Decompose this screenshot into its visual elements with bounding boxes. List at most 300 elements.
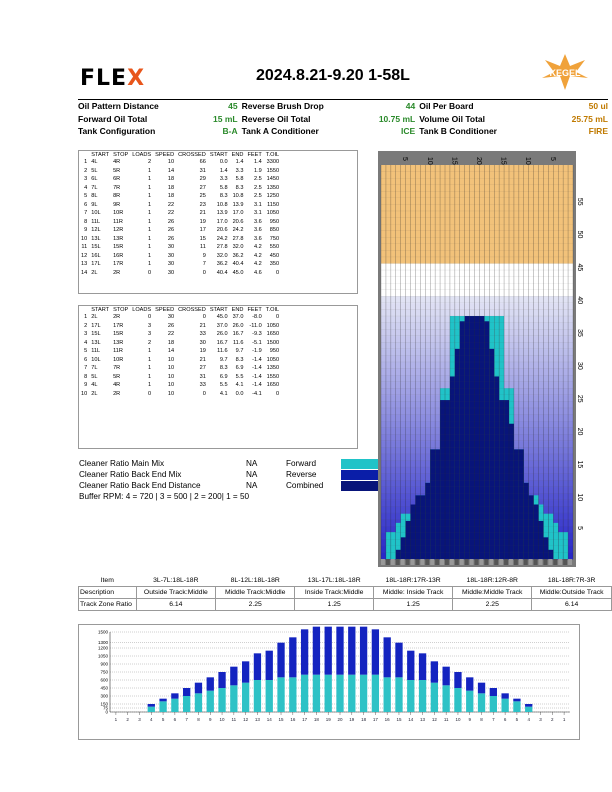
move-cell: 1 (148, 227, 152, 234)
summary-l3: Volume Oil Total (419, 113, 486, 124)
move-cell: 27 (199, 365, 206, 372)
move-cell: 2 (84, 322, 88, 329)
forward-column (529, 495, 534, 559)
move-row (79, 390, 281, 399)
move-row (79, 330, 281, 339)
move-cell: 1 (148, 184, 152, 191)
bar-reverse (277, 643, 284, 678)
gutter-block (548, 559, 552, 565)
move-cell: 10.8 (232, 193, 244, 200)
move-cell: 1050 (266, 322, 280, 329)
move-cell: 37.0 (216, 322, 228, 329)
x-tick-label: 14 (408, 717, 414, 722)
zone-cell: Outside Track:Middle (136, 587, 216, 599)
move-cell: 3.3 (219, 176, 228, 183)
move-cell: -1.4 (252, 373, 262, 380)
move-cell: 8R (113, 193, 121, 200)
forward-column (470, 316, 475, 559)
x-tick-label: 17 (302, 717, 308, 722)
move-header: END (231, 307, 244, 313)
x-tick-label: 2 (126, 717, 129, 722)
bar-forward (301, 675, 308, 712)
move-cell: 18 (167, 193, 175, 200)
summary-row (78, 113, 608, 126)
forward-column (514, 449, 519, 559)
move-cell: 26 (167, 235, 175, 242)
x-tick-label: 5 (515, 717, 519, 722)
bar-forward (230, 685, 237, 712)
move-cell: 1 (148, 210, 152, 217)
bar-reverse (242, 661, 249, 682)
move-cell: 8 (84, 218, 88, 225)
x-tick-label: 3 (138, 717, 141, 722)
move-cell: 5R (113, 167, 121, 174)
gutter-block (524, 559, 528, 565)
bar-forward (431, 683, 438, 712)
move-header: CROSSED (178, 152, 206, 158)
forward-column (534, 504, 539, 559)
move-cell: 27 (199, 184, 206, 191)
zone-cell: Track Zone Ratio (79, 599, 137, 611)
bar-reverse (454, 672, 461, 688)
cleaner-label: Cleaner Ratio Back End Mix (79, 470, 182, 479)
summary-v1: B-A (222, 126, 238, 137)
move-cell: 8.3 (235, 356, 244, 363)
move-cell: 3 (148, 331, 152, 338)
move-cell: 0 (148, 390, 152, 397)
move-cell: 350 (269, 261, 280, 268)
move-cell: 37.0 (232, 314, 244, 321)
x-tick-label: 9 (468, 717, 472, 722)
move-cell: 1 (84, 159, 88, 166)
move-cell: 12L (91, 227, 101, 234)
gutter-block (450, 559, 454, 565)
move-cell: 3.6 (253, 227, 262, 234)
move-cell: 1 (148, 252, 152, 259)
gutter-block (425, 559, 429, 565)
gutter-block (529, 559, 533, 565)
move-cell: 1050 (266, 356, 280, 363)
forward-column (524, 483, 529, 559)
move-row (79, 260, 281, 269)
move-cell: 0 (276, 390, 280, 397)
foot-tick-label: 15 (576, 460, 583, 469)
move-cell: 4L (91, 159, 98, 166)
zone-cell: Middle: Inside Track (374, 587, 453, 599)
x-tick-label: 7 (492, 717, 495, 722)
zone-cell: 6.14 (532, 599, 612, 611)
y-tick-label: 750 (100, 669, 108, 675)
move-cell: 0.0 (235, 390, 244, 397)
move-cell: 17.0 (232, 210, 244, 217)
move-row (79, 243, 281, 252)
cleaner-legend: Forward (286, 459, 317, 468)
move-header: CROSSED (178, 307, 206, 313)
y-tick-label: 0 (105, 709, 108, 715)
forward-column (460, 321, 465, 559)
gradient-band (381, 309, 573, 316)
move-cell: 3300 (266, 159, 280, 166)
gutter-block (553, 559, 557, 565)
forward-column (509, 424, 514, 559)
forward-column (396, 550, 401, 559)
gutter-block (475, 559, 479, 565)
move-cell: 36.2 (216, 261, 228, 268)
bar-reverse (313, 627, 320, 675)
move-cell: 15L (91, 331, 101, 338)
page-title: 2024.8.21-9.20 1-58L (256, 67, 410, 84)
move-cell: 22 (167, 331, 175, 338)
move-cell: 18 (167, 184, 175, 191)
move-cell: 11 (200, 244, 206, 251)
move-cell: 6.9 (235, 365, 244, 372)
x-tick-label: 10 (219, 717, 225, 722)
move-cell: 21 (199, 322, 206, 329)
move-cell: -4.1 (252, 390, 262, 397)
move-cell: 23 (199, 201, 206, 208)
move-cell: 2 (148, 339, 152, 346)
move-cell: 3.6 (253, 218, 262, 225)
bar-reverse (478, 683, 485, 694)
move-cell: 17.0 (216, 218, 228, 225)
foot-tick-label: 5 (576, 526, 583, 531)
summary-v2: 10.75 mL (378, 113, 416, 124)
summary-v1: 45 (179, 100, 242, 113)
move-cell: 31 (199, 373, 206, 380)
move-cell: 6 (84, 356, 88, 363)
move-row (79, 209, 281, 218)
move-cell: 0 (202, 269, 206, 276)
summary-l2: Reverse Oil Total (241, 113, 311, 124)
bar-reverse (490, 688, 497, 696)
gutter-block (479, 559, 483, 565)
bar-forward (395, 677, 402, 712)
move-cell: 4.2 (253, 252, 262, 259)
forward-column (445, 400, 450, 559)
oil-summary-table (78, 99, 608, 138)
arrow-label: 5 (401, 157, 409, 161)
combined-column (386, 532, 391, 559)
bar-forward (525, 707, 532, 712)
x-tick-label: 20 (337, 717, 343, 722)
y-tick-label: 1200 (97, 645, 108, 651)
zone-header: 18L-18R:7R-3R (547, 577, 596, 584)
move-header: FEET (247, 152, 262, 158)
bar-forward (254, 680, 261, 712)
cleaner-legend: Reverse (286, 470, 317, 479)
bar-reverse (384, 637, 391, 677)
x-tick-label: 15 (278, 717, 284, 722)
move-header: START (91, 307, 110, 313)
bar-reverse (360, 627, 367, 675)
bar-forward (336, 675, 343, 712)
move-cell: 33 (199, 382, 206, 389)
move-row (79, 313, 281, 322)
move-cell: 450 (269, 252, 280, 259)
gutter-block (543, 559, 547, 565)
x-tick-label: 7 (185, 717, 188, 722)
bar-forward (513, 701, 520, 712)
x-tick-label: 13 (254, 717, 260, 722)
summary-l2: Reverse Brush Drop (242, 100, 360, 113)
move-cell: 45.0 (232, 269, 244, 276)
move-cell: 13R (113, 235, 124, 242)
bar-reverse (525, 704, 532, 707)
move-cell: 10L (91, 210, 101, 217)
move-cell: 3 (84, 176, 88, 183)
move-cell: 14 (167, 167, 175, 174)
combined-column (391, 532, 396, 559)
combined-column (553, 523, 558, 559)
move-cell: 2R (113, 390, 121, 397)
move-cell: 0 (202, 314, 206, 321)
move-cell: 9R (113, 201, 121, 208)
forward-column (548, 550, 553, 559)
move-cell: 32.0 (216, 252, 228, 259)
forward-column (465, 316, 470, 559)
summary-row (78, 125, 608, 138)
zone-cell: 6.14 (136, 599, 216, 611)
move-cell: 8.3 (219, 365, 228, 372)
gutter-block (401, 559, 405, 565)
bar-reverse (159, 699, 166, 702)
move-cell: 29 (199, 176, 206, 183)
move-row (79, 158, 281, 167)
zone-header: 18L-18R:12R-8R (466, 577, 518, 584)
move-header: STOP (113, 307, 129, 313)
move-header: LOADS (132, 307, 152, 313)
forward-column (543, 537, 548, 559)
cleaner-value: NA (246, 481, 258, 490)
forward-column (430, 449, 435, 559)
move-cell: 3.6 (253, 235, 262, 242)
summary-l3: Oil Per Board (419, 100, 545, 113)
move-cell: 11R (113, 348, 123, 355)
move-cell: 7R (113, 365, 121, 372)
move-cell: 11L (91, 218, 101, 225)
move-cell: 5.5 (235, 373, 244, 380)
move-cell: 24.2 (232, 227, 244, 234)
move-cell: 32.0 (232, 244, 244, 251)
move-cell: 26.0 (216, 331, 228, 338)
move-cell: 15 (199, 235, 206, 242)
bar-forward (266, 680, 273, 712)
gutter-block (470, 559, 474, 565)
bar-reverse (195, 683, 202, 694)
bar-reverse (218, 672, 225, 688)
move-cell: 10R (113, 210, 124, 217)
move-cell: 1 (148, 167, 152, 174)
move-cell: 2.5 (253, 176, 262, 183)
bar-reverse (431, 661, 438, 682)
move-cell: 1 (148, 176, 152, 183)
move-cell: 24.2 (216, 235, 228, 242)
move-cell: 5R (113, 373, 121, 380)
move-cell: 4.1 (219, 390, 228, 397)
move-cell: 21 (199, 356, 206, 363)
bar-reverse (230, 667, 237, 686)
move-cell: 12R (113, 227, 124, 234)
legend-swatch (341, 459, 379, 469)
bar-reverse (442, 667, 449, 686)
gutter-block (435, 559, 439, 565)
move-row (79, 373, 281, 382)
zone-row (79, 599, 612, 611)
cleaner-ratio-block (79, 458, 343, 502)
cleaner-row (79, 469, 343, 480)
bar-forward (490, 696, 497, 712)
summary-l1: Forward Oil Total (78, 113, 148, 124)
gutter-block (420, 559, 424, 565)
bar-forward (384, 677, 391, 712)
move-header: T.OIL (265, 307, 280, 313)
move-cell: 7 (202, 261, 206, 268)
move-cell: 1.9 (253, 167, 262, 174)
move-cell: 1550 (266, 167, 280, 174)
move-header: START (209, 152, 228, 158)
move-cell: 3.3 (235, 167, 244, 174)
bar-forward (478, 693, 485, 712)
move-cell: -1.4 (252, 382, 262, 389)
move-cell: 1050 (266, 210, 280, 217)
move-cell: 0 (276, 269, 280, 276)
bar-forward (242, 683, 249, 712)
bar-reverse (395, 643, 402, 678)
forward-column (420, 495, 425, 559)
move-cell: 10 (167, 356, 175, 363)
move-cell: 1150 (267, 201, 280, 208)
x-tick-label: 10 (455, 717, 461, 722)
foot-tick-label: 35 (576, 329, 583, 337)
move-cell: 1 (148, 235, 152, 242)
x-tick-label: 8 (197, 717, 200, 722)
bar-forward (313, 675, 320, 712)
move-cell: 9.7 (235, 348, 244, 355)
move-cell: 8 (84, 373, 88, 380)
move-cell: 0 (148, 269, 152, 276)
bar-reverse (289, 637, 296, 677)
move-cell: 1 (148, 356, 152, 363)
gutter-block (489, 559, 493, 565)
move-cell: 40.4 (216, 269, 228, 276)
move-header: FEET (247, 307, 262, 313)
forward-column (479, 316, 484, 559)
x-tick-label: 9 (208, 717, 212, 722)
gutter-block (534, 559, 538, 565)
move-cell: 0 (148, 314, 152, 321)
move-cell: 10R (113, 356, 124, 363)
move-cell: 1350 (266, 184, 280, 191)
move-cell: 25 (199, 193, 206, 200)
move-cell: 0.0 (219, 159, 228, 166)
move-cell: 17L (91, 261, 101, 268)
buffer-rpm: Buffer RPM: 4 = 720 | 3 = 500 | 2 = 200| 1 = 50 (79, 492, 250, 501)
x-tick-label: 15 (396, 717, 402, 722)
move-cell: 19 (199, 218, 206, 225)
move-cell: 950 (269, 348, 280, 355)
summary-v2: 44 (360, 100, 419, 113)
bar-reverse (372, 629, 379, 674)
x-tick-label: 11 (231, 717, 237, 722)
summary-v2: ICE (401, 126, 416, 137)
move-row (79, 184, 281, 193)
move-cell: 2L (91, 390, 98, 397)
x-tick-label: 11 (443, 717, 449, 722)
move-cell: 30 (167, 252, 175, 259)
legend-swatches (341, 458, 379, 494)
move-cell: 14 (81, 269, 88, 276)
move-cell: 30 (167, 261, 175, 268)
move-cell: 17R (113, 322, 124, 329)
gutter-block (391, 559, 395, 565)
summary-v1: 15 mL (213, 113, 238, 124)
move-cell: 13.9 (216, 210, 228, 217)
move-cell: 16R (113, 252, 124, 259)
move-cell: 26 (167, 322, 175, 329)
move-header: SPEED (155, 307, 175, 313)
move-cell: 1350 (266, 365, 280, 372)
move-cell: 11L (91, 348, 101, 355)
x-tick-label: 12 (243, 717, 249, 722)
move-cell: 40.4 (232, 261, 244, 268)
gutter-block (430, 559, 434, 565)
bar-forward (183, 696, 190, 712)
move-cell: 30 (199, 339, 206, 346)
move-cell: 9 (84, 227, 88, 234)
bar-reverse (348, 627, 355, 675)
move-cell: 13R (113, 339, 124, 346)
cleaner-label: Cleaner Ratio Main Mix (79, 459, 165, 468)
move-cell: 1550 (266, 373, 280, 380)
x-tick-label: 18 (361, 717, 367, 722)
combined-column (563, 532, 568, 559)
move-cell: 6R (113, 176, 121, 183)
gutter-block (465, 559, 469, 565)
gradient-band (381, 296, 573, 303)
move-row (79, 167, 281, 176)
summary-l3: Tank B Conditioner (419, 126, 497, 137)
move-row (79, 381, 281, 390)
oil-pattern-graph (378, 151, 583, 567)
move-cell: 1.4 (235, 159, 244, 166)
move-cell: 1 (148, 382, 152, 389)
gutter-block (509, 559, 513, 565)
foot-tick-label: 30 (576, 362, 583, 370)
move-cell: -5.1 (252, 339, 262, 346)
move-cell: 13L (91, 235, 101, 242)
move-cell: 5L (91, 373, 98, 380)
move-cell: 10 (81, 390, 88, 397)
x-tick-label: 19 (325, 717, 331, 722)
zone-header: 3L-7L:18L-18R (153, 577, 199, 584)
x-tick-label: 4 (527, 717, 530, 722)
move-cell: 1 (148, 193, 152, 200)
move-header: START (209, 307, 228, 313)
zone-cell: 1.25 (374, 599, 453, 611)
gutter-block (381, 559, 385, 565)
move-cell: 4.2 (253, 244, 262, 251)
bar-reverse (171, 693, 178, 698)
move-cell: 11R (113, 218, 123, 225)
move-cell: 950 (269, 218, 280, 225)
move-cell: 66 (199, 159, 206, 166)
bar-forward (289, 677, 296, 712)
move-cell: 3 (84, 331, 88, 338)
bar-reverse (501, 693, 508, 698)
forward-column (440, 400, 445, 559)
move-cell: 5.5 (219, 382, 228, 389)
move-cell: 17 (199, 227, 206, 234)
